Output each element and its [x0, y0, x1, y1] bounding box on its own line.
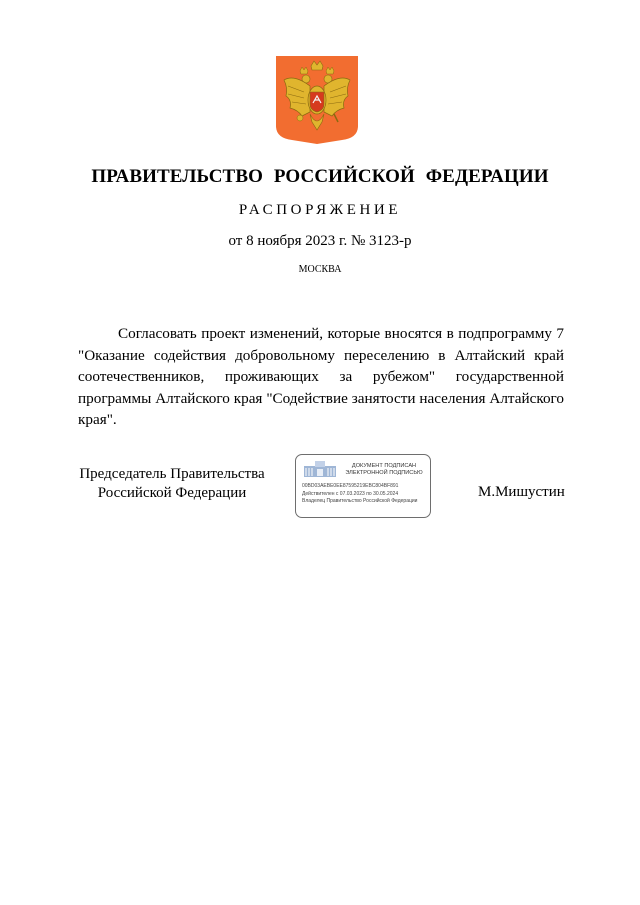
- stamp-heading-line2: ЭЛЕКТРОННОЙ ПОДПИСЬЮ: [345, 470, 423, 476]
- document-title: ПРАВИТЕЛЬСТВО РОССИЙСКОЙ ФЕДЕРАЦИИ: [91, 166, 549, 187]
- stamp-certificate: 00BD03AEBE0EE87595219EBC804BF891: [302, 483, 399, 489]
- signatory-position-line2: Российской Федерации: [97, 485, 247, 501]
- government-building-icon: [303, 460, 337, 478]
- document-type: РАСПОРЯЖЕНИЕ: [238, 202, 402, 218]
- order-paragraph: Согласовать проект изменений, которые вносятся в подпрограмму 7 "Оказание содействия добровольному переселению в Алтайский край соотечественников, проживающих за рубежом" государственной программы Алтайского края "Содействие занятости населения Алтайского края".: [78, 325, 564, 428]
- coat-of-arms-icon: [276, 56, 358, 144]
- stamp-owner: Владелец Правительство Российской Федерации: [302, 498, 418, 504]
- stamp-heading: [340, 463, 428, 477]
- stamp-validity: Действителен с 07.03.2023 по 30.05.2024: [302, 491, 399, 497]
- city: МОСКВА: [298, 264, 342, 275]
- date-and-number: от 8 ноября 2023 г. № 3123-р: [228, 233, 412, 249]
- signatory-name: М.Мишустин: [478, 484, 565, 500]
- electronic-signature-stamp: [295, 454, 431, 518]
- signatory-position: [70, 465, 274, 503]
- signatory-position-line1: Председатель Правительства: [79, 466, 265, 482]
- stamp-heading-line1: ДОКУМЕНТ ПОДПИСАН: [351, 463, 417, 469]
